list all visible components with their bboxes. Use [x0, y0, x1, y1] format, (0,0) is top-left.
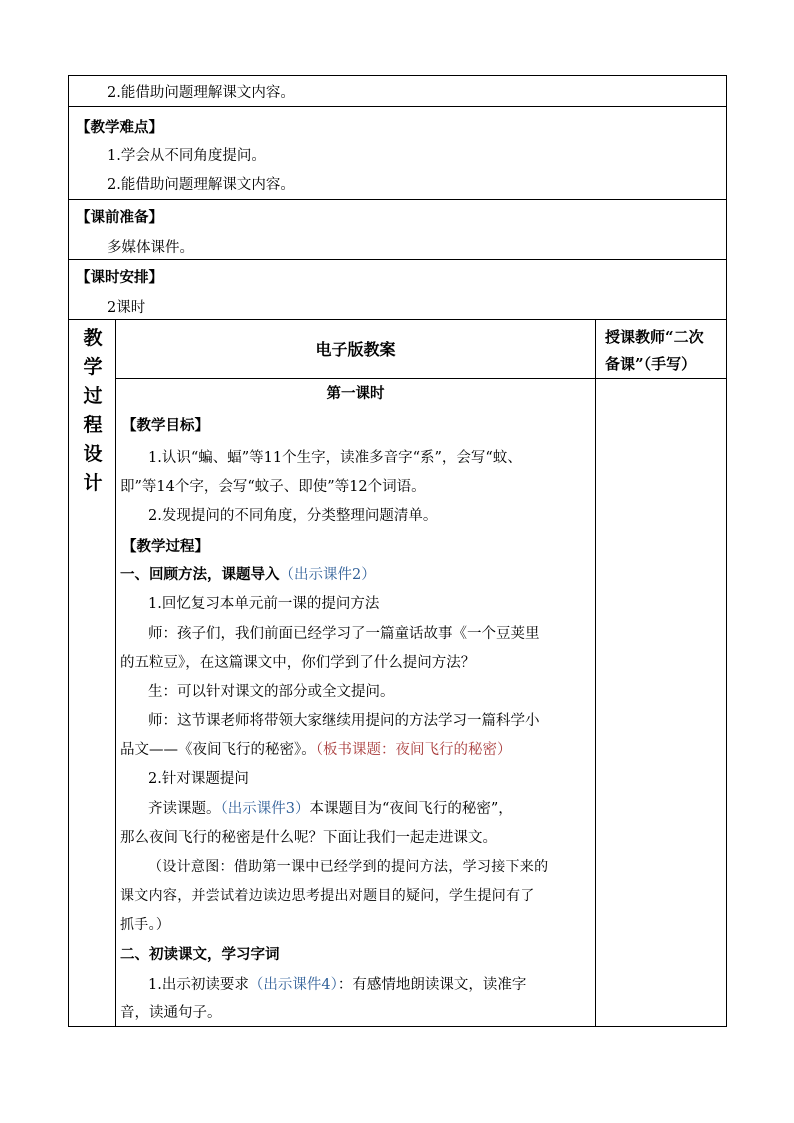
side-label-char: 教	[83, 327, 103, 349]
header-middle-title: 电子版教案	[315, 340, 396, 359]
header-right-line2: 备课”（手写）	[605, 355, 697, 373]
side-label-char: 程	[83, 414, 103, 436]
col-divider-left	[115, 319, 116, 1027]
difficulty-item: 1.学会从不同角度提问。	[107, 148, 266, 164]
dialogue-line: 的五粒豆》，在这篇课文中，你们学到了什么提问方法？	[120, 655, 476, 671]
goal-line: 1.认识“蝙、蝠”等11个生字，读准多音字“系”，会写“蚊、	[148, 450, 522, 466]
header-divider	[115, 378, 727, 379]
side-label-char: 学	[83, 356, 103, 378]
dialogue-line-with-board-note	[120, 740, 512, 760]
step-item: 2.针对课题提问	[148, 771, 249, 787]
schedule-text: 2课时	[107, 300, 146, 316]
step-text: ：有感情地朗读课文，读准字	[337, 977, 527, 993]
dialogue-line: 生：可以针对课文的部分或全文提问。	[148, 684, 395, 700]
section-1-title: 一、回顾方法，课题导入	[120, 566, 280, 583]
side-label-char: 设	[83, 443, 103, 465]
lesson-title: 第一课时	[326, 385, 385, 402]
paragraph-line	[148, 799, 513, 819]
col-divider-right	[595, 319, 596, 1027]
goals-heading: 【教学目标】	[122, 417, 209, 434]
design-note-line: 课文内容，并尝试着边读边思考提出对题目的疑问，学生提问有了	[120, 888, 535, 904]
row-divider	[68, 319, 727, 320]
paragraph-line: 那么夜间飞行的秘密是什么呢？下面让我们一起走进课文。	[120, 830, 497, 846]
board-note: （板书课题：夜间飞行的秘密）	[315, 742, 512, 758]
difficulty-heading: 【教学难点】	[76, 119, 163, 136]
step-item-line: 音，读通句子。	[120, 1005, 222, 1021]
courseware-note: （出示课件2）	[279, 567, 376, 583]
header-right-line1: 授课教师“二次	[605, 328, 704, 346]
dialogue-line: 师：孩子们，我们前面已经学习了一篇童话故事《一个豆荚里	[148, 626, 540, 642]
dialogue-line: 师：这节课老师将带领大家继续用提问的方法学习一篇科学小	[148, 713, 540, 729]
schedule-heading: 【课时安排】	[76, 269, 163, 286]
step-item: 1.回忆复习本单元前一课的提问方法	[148, 596, 380, 612]
section-2-title: 二、初读课文，学习字词	[120, 946, 280, 963]
prep-text: 多媒体课件。	[107, 240, 194, 256]
courseware-note: （出示课件3）	[220, 801, 310, 817]
row-divider	[68, 259, 727, 260]
design-note-line: 抓手。）	[120, 917, 171, 933]
row-divider	[68, 199, 727, 200]
side-label-char: 过	[83, 385, 103, 407]
row-divider	[68, 106, 727, 107]
step-item-line	[148, 975, 526, 995]
goal-line: 2.发现提问的不同角度，分类整理问题清单。	[148, 508, 438, 524]
paragraph-text: 本课题目为“夜间飞行的秘密”，	[309, 801, 513, 817]
prep-heading: 【课前准备】	[76, 209, 163, 226]
step-text: 1.出示初读要求	[148, 977, 249, 993]
design-note-line: （设计意图：借助第一课中已经学到的提问方法，学习接下来的	[148, 859, 549, 875]
section-1-title-line	[120, 565, 376, 585]
difficulty-item: 2.能借助问题理解课文内容。	[107, 177, 295, 193]
side-label-char: 计	[83, 472, 103, 494]
process-heading: 【教学过程】	[122, 538, 209, 555]
courseware-note: （出示课件4）	[248, 977, 338, 993]
objective-line: 2.能借助问题理解课文内容。	[107, 85, 295, 101]
dialogue-text: 品文——《夜间飞行的秘密》。	[120, 742, 316, 758]
goal-line: 即”等14个字，会写“蚊子、即使”等12个词语。	[120, 479, 426, 495]
paragraph-text: 齐读课题。	[148, 801, 221, 817]
